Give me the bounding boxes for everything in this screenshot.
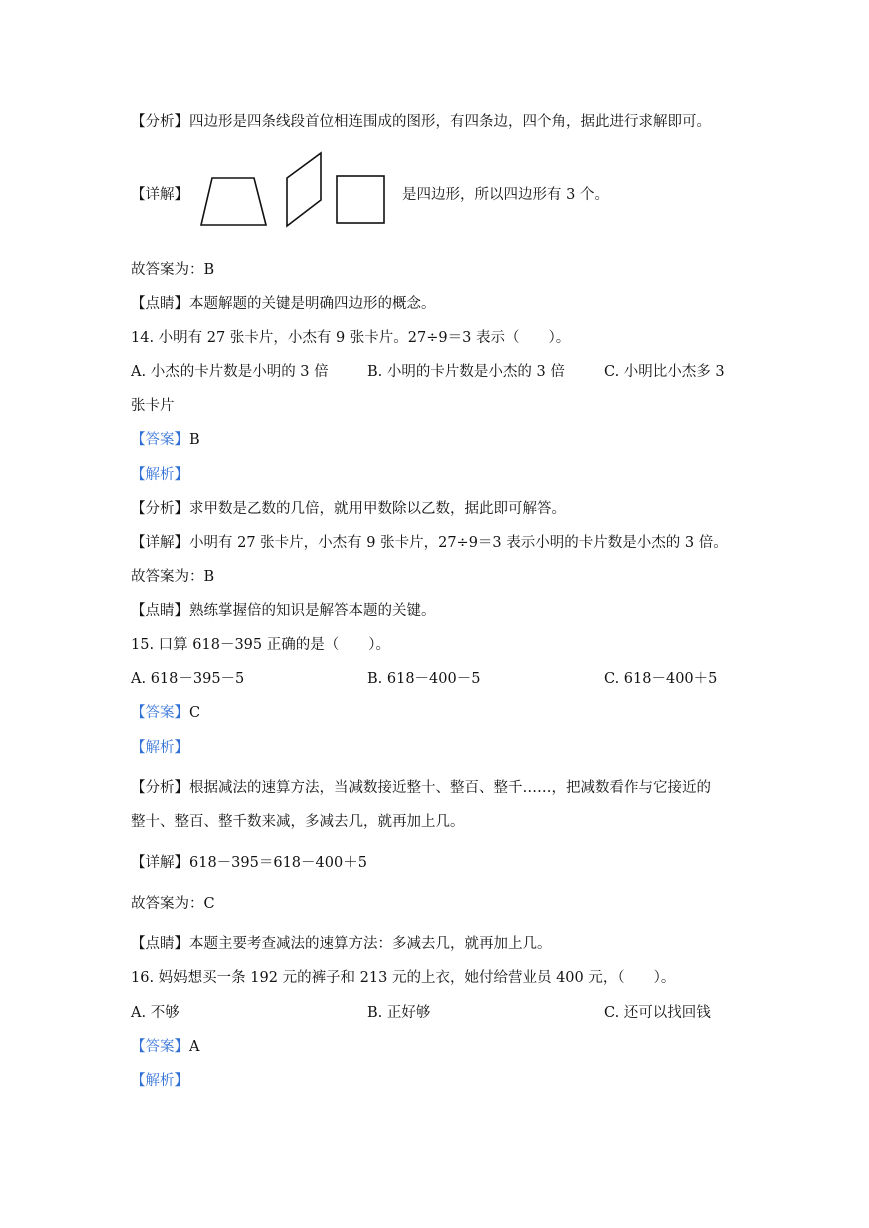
q16-option-b: B. 正好够 bbox=[367, 1005, 431, 1021]
question-15: 15. 口算 618－395 正确的是（ ）。 bbox=[131, 637, 390, 653]
q15-option-b: B. 618－400－5 bbox=[367, 671, 481, 687]
q14-option-c-cont: 张卡片 bbox=[131, 398, 175, 414]
q14-option-c: C. 小明比小杰多 3 bbox=[604, 364, 725, 380]
q14-analysis: 【分析】求甲数是乙数的几倍，就用甲数除以乙数，据此即可解答。 bbox=[131, 501, 566, 517]
answer-value: B bbox=[189, 432, 200, 448]
answer-tag: 【答案】 bbox=[131, 432, 189, 448]
answer-value: A bbox=[189, 1039, 200, 1055]
question-16: 16. 妈妈想买一条 192 元的裤子和 213 元的上衣，她付给营业员 400 元，（ ）。 bbox=[131, 970, 676, 986]
trapezoid-figure bbox=[198, 174, 270, 230]
detail-13-label: 【详解】 bbox=[131, 187, 189, 203]
q14-explain-tag: 【解析】 bbox=[131, 467, 189, 483]
q14-final: 故答案为：B bbox=[131, 569, 215, 585]
square-figure bbox=[334, 173, 388, 227]
q15-comment: 【点睛】本题主要考查减法的速算方法：多减去几，就再加上几。 bbox=[131, 936, 552, 952]
detail-13-text: 是四边形，所以四边形有 3 个。 bbox=[402, 187, 609, 203]
answer-tag: 【答案】 bbox=[131, 705, 189, 721]
q15-explain-tag: 【解析】 bbox=[131, 740, 189, 756]
answer-tag: 【答案】 bbox=[131, 1039, 189, 1055]
q14-detail: 【详解】小明有 27 张卡片，小杰有 9 张卡片，27÷9＝3 表示小明的卡片数是小杰的 3 倍。 bbox=[131, 535, 728, 551]
q16-option-c: C. 还可以找回钱 bbox=[604, 1005, 711, 1021]
parallelogram-figure bbox=[283, 150, 325, 230]
analysis-13: 【分析】四边形是四条线段首位相连围成的图形，有四条边，四个角，据此进行求解即可。 bbox=[131, 114, 711, 130]
q16-explain-tag: 【解析】 bbox=[131, 1073, 189, 1089]
answer-value: C bbox=[189, 705, 201, 721]
q15-analysis-1: 【分析】根据减法的速算方法，当减数接近整十、整百、整千……，把减数看作与它接近的 bbox=[131, 780, 711, 796]
q16-option-a: A. 不够 bbox=[131, 1005, 180, 1021]
q15-detail: 【详解】618－395＝618－400＋5 bbox=[131, 855, 367, 871]
q15-answer bbox=[131, 703, 200, 723]
q15-option-c: C. 618－400＋5 bbox=[604, 671, 718, 687]
q15-final: 故答案为：C bbox=[131, 896, 215, 912]
q16-answer bbox=[131, 1037, 199, 1057]
q15-analysis-2: 整十、整百、整千数来减，多减去几，就再加上几。 bbox=[131, 814, 465, 830]
answer-13: 故答案为：B bbox=[131, 262, 215, 278]
q14-option-a: A. 小杰的卡片数是小明的 3 倍 bbox=[131, 364, 329, 380]
q14-answer bbox=[131, 430, 200, 450]
q15-option-a: A. 618－395－5 bbox=[131, 671, 245, 687]
q14-comment: 【点睛】熟练掌握倍的知识是解答本题的关键。 bbox=[131, 603, 436, 619]
q14-option-b: B. 小明的卡片数是小杰的 3 倍 bbox=[367, 364, 565, 380]
question-14: 14. 小明有 27 张卡片，小杰有 9 张卡片。27÷9＝3 表示（ ）。 bbox=[131, 330, 571, 346]
comment-13: 【点睛】本题解题的关键是明确四边形的概念。 bbox=[131, 296, 436, 312]
